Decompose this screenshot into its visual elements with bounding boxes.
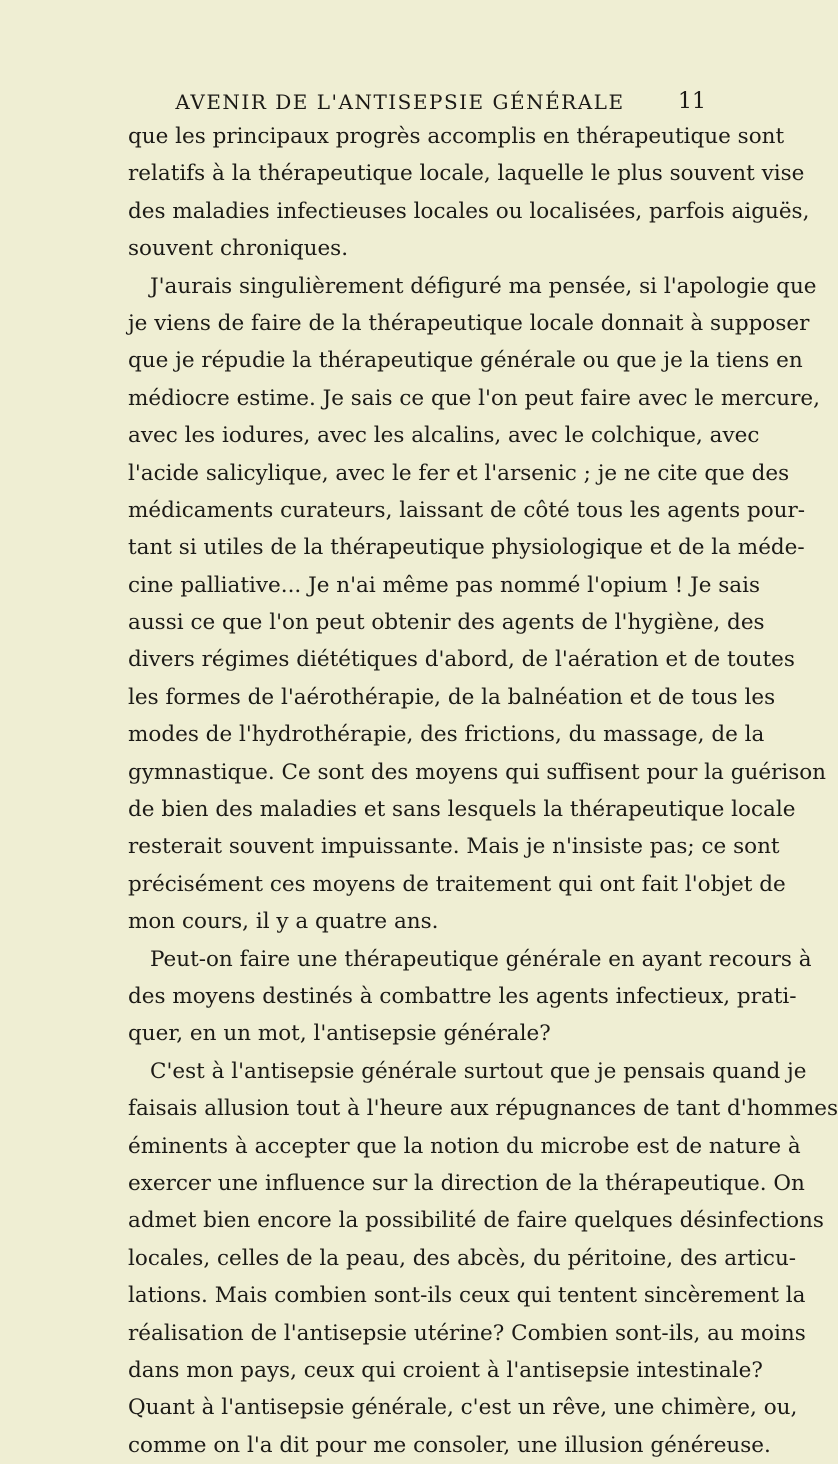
text-line: quer, en un mot, l'antisepsie générale? xyxy=(128,1021,551,1047)
text-line: relatifs à la thérapeutique locale, laquelle le plus souvent vise xyxy=(128,161,805,187)
text-line: souvent chroniques. xyxy=(128,236,349,262)
text-line: je viens de faire de la thérapeutique locale donnait à supposer xyxy=(128,310,810,336)
text-line: gymnastique. Ce sont des moyens qui suffisent pour la guérison xyxy=(128,759,827,785)
text-line: faisais allusion tout à l'heure aux répugnances de tant d'hommes xyxy=(128,1096,838,1122)
text-line: J'aurais singulièrement défiguré ma pensée, si l'apologie que xyxy=(150,273,817,299)
text-line: des moyens destinés à combattre les agents infectieux, prati- xyxy=(128,983,797,1009)
text-line: médicaments curateurs, laissant de côté tous les agents pour- xyxy=(128,497,806,523)
text-line: resterait souvent impuissante. Mais je n'insiste pas; ce sont xyxy=(128,834,780,860)
text-line: lations. Mais combien sont-ils ceux qui tentent sincèrement la xyxy=(128,1283,806,1309)
text-line: cine palliative... Je n'ai même pas nommé l'opium ! Je sais xyxy=(128,572,761,598)
text-line: mon cours, il y a quatre ans. xyxy=(128,909,439,935)
text-line: exercer une influence sur la direction de la thérapeutique. On xyxy=(128,1170,805,1196)
page-number: 11 xyxy=(678,89,706,114)
text-line: comme on l'a dit pour me consoler, une illusion généreuse. xyxy=(128,1432,771,1458)
text-line: éminents à accepter que la notion du microbe est de nature à xyxy=(128,1133,801,1159)
text-line: Quant à l'antisepsie générale, c'est un rêve, une chimère, ou, xyxy=(128,1395,798,1421)
text-line: médiocre estime. Je sais ce que l'on peut faire avec le mercure, xyxy=(128,385,820,411)
text-line: l'acide salicylique, avec le fer et l'arsenic ; je ne cite que des xyxy=(128,460,790,486)
text-line: aussi ce que l'on peut obtenir des agents de l'hygiène, des xyxy=(128,610,765,636)
text-line: Peut-on faire une thérapeutique générale en ayant recours à xyxy=(150,946,812,972)
text-line: divers régimes diététiques d'abord, de l'aération et de toutes xyxy=(128,647,795,673)
text-line: C'est à l'antisepsie générale surtout que je pensais quand je xyxy=(150,1058,807,1084)
text-line: des maladies infectieuses locales ou localisées, parfois aiguës, xyxy=(128,198,810,224)
text-line: modes de l'hydrothérapie, des frictions, du massage, de la xyxy=(128,722,765,748)
text-line: admet bien encore la possibilité de faire quelques désinfections xyxy=(128,1208,824,1234)
text-line: que je répudie la thérapeutique générale ou que je la tiens en xyxy=(128,348,803,374)
text-line: de bien des maladies et sans lesquels la thérapeutique locale xyxy=(128,797,796,823)
text-line: dans mon pays, ceux qui croient à l'antisepsie intestinale? xyxy=(128,1357,763,1383)
text-line: locales, celles de la peau, des abcès, du péritoine, des articu- xyxy=(128,1245,797,1271)
body-text xyxy=(128,118,838,1464)
text-line: les formes de l'aérothérapie, de la balnéation et de tous les xyxy=(128,684,776,710)
text-line: précisément ces moyens de traitement qui ont fait l'objet de xyxy=(128,871,786,897)
text-line: que les principaux progrès accomplis en thérapeutique sont xyxy=(128,124,785,149)
text-line: avec les iodures, avec les alcalins, avec le colchique, avec xyxy=(128,423,760,449)
text-line: tant si utiles de la thérapeutique physiologique et de la méde- xyxy=(128,535,805,561)
text-line: réalisation de l'antisepsie utérine? Combien sont-ils, au moins xyxy=(128,1320,806,1346)
running-title: AVENIR DE L'ANTISEPSIE GÉNÉRALE xyxy=(175,90,625,114)
